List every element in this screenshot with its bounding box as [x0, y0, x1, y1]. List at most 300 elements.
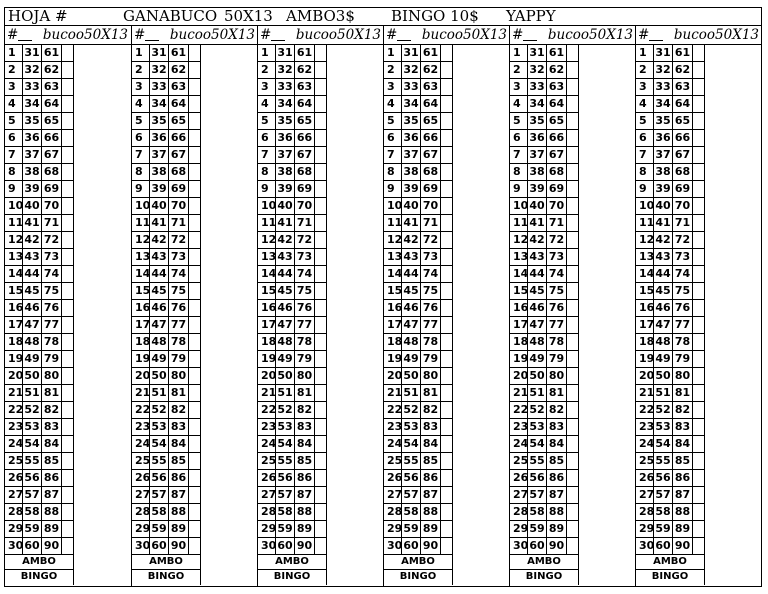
number-cell: 59 — [654, 521, 673, 538]
number-cell: 47 — [528, 317, 547, 334]
number-cell: 47 — [276, 317, 295, 334]
number-cell: 28 — [5, 504, 23, 521]
number-cell: 25 — [510, 453, 528, 470]
mark-cell — [567, 62, 579, 79]
number-cell: 61 — [42, 45, 62, 62]
number-cell: 58 — [23, 504, 42, 521]
mark-cell — [441, 453, 453, 470]
mark-cell — [567, 181, 579, 198]
number-cell: 17 — [132, 317, 150, 334]
number-cell: 10 — [636, 198, 654, 215]
number-cell: 57 — [528, 487, 547, 504]
number-cell: 33 — [402, 79, 421, 96]
number-cell: 18 — [258, 334, 276, 351]
mark-cell — [189, 300, 201, 317]
number-cell: 47 — [150, 317, 169, 334]
number-cell: 70 — [421, 198, 441, 215]
mark-cell — [62, 130, 74, 147]
number-cell: 70 — [295, 198, 315, 215]
number-cell: 57 — [402, 487, 421, 504]
mark-cell — [567, 453, 579, 470]
number-cell: 53 — [528, 419, 547, 436]
card-number-blank — [18, 40, 32, 41]
number-cell: 25 — [384, 453, 402, 470]
number-cell: 35 — [150, 113, 169, 130]
mark-cell — [315, 521, 327, 538]
number-cell: 3 — [132, 79, 150, 96]
number-cell: 52 — [402, 402, 421, 419]
mark-cell — [189, 249, 201, 266]
number-cell: 66 — [42, 130, 62, 147]
number-cell: 73 — [42, 249, 62, 266]
number-cell: 69 — [295, 181, 315, 198]
number-cell: 42 — [276, 232, 295, 249]
number-cell: 23 — [636, 419, 654, 436]
mark-cell — [693, 215, 705, 232]
number-cell: 28 — [384, 504, 402, 521]
bingo-card — [131, 26, 257, 587]
mark-cell — [567, 215, 579, 232]
mark-cell — [693, 45, 705, 62]
number-cell: 27 — [384, 487, 402, 504]
number-cell: 81 — [169, 385, 189, 402]
number-cell: 34 — [150, 96, 169, 113]
mark-cell — [693, 266, 705, 283]
mark-cell — [62, 147, 74, 164]
number-cell: 88 — [169, 504, 189, 521]
mark-cell — [441, 45, 453, 62]
number-cell: 63 — [673, 79, 693, 96]
number-cell: 13 — [132, 249, 150, 266]
card-number-label: # — [638, 27, 650, 43]
card-number-label: # — [260, 27, 272, 43]
mark-cell — [315, 436, 327, 453]
mark-cell — [567, 96, 579, 113]
number-cell: 39 — [402, 181, 421, 198]
number-cell: 54 — [23, 436, 42, 453]
number-cell: 1 — [636, 45, 654, 62]
bingo-card — [5, 26, 131, 587]
number-cell: 40 — [528, 198, 547, 215]
mark-cell — [693, 79, 705, 96]
number-cell: 6 — [636, 130, 654, 147]
number-cell: 50 — [402, 368, 421, 385]
number-cell: 11 — [636, 215, 654, 232]
number-cell: 16 — [384, 300, 402, 317]
number-cell: 72 — [295, 232, 315, 249]
mark-cell — [189, 283, 201, 300]
number-cell: 7 — [384, 147, 402, 164]
number-cell: 30 — [636, 538, 654, 555]
card-name: bucoo50X13 — [169, 27, 255, 43]
mark-cell — [441, 385, 453, 402]
number-cell: 57 — [654, 487, 673, 504]
number-cell: 43 — [528, 249, 547, 266]
number-cell: 68 — [673, 164, 693, 181]
number-cell: 89 — [421, 521, 441, 538]
number-cell: 87 — [42, 487, 62, 504]
number-cell: 52 — [23, 402, 42, 419]
number-cell: 13 — [384, 249, 402, 266]
number-cell: 88 — [547, 504, 567, 521]
number-cell: 27 — [258, 487, 276, 504]
number-cell: 22 — [636, 402, 654, 419]
number-cell: 25 — [636, 453, 654, 470]
mark-cell — [315, 317, 327, 334]
number-cell: 67 — [295, 147, 315, 164]
number-cell: 27 — [132, 487, 150, 504]
number-cell: 49 — [402, 351, 421, 368]
number-cell: 64 — [295, 96, 315, 113]
mark-cell — [441, 283, 453, 300]
number-cell: 45 — [276, 283, 295, 300]
number-cell: 12 — [636, 232, 654, 249]
number-cell: 20 — [510, 368, 528, 385]
number-cell: 25 — [132, 453, 150, 470]
number-cell: 76 — [42, 300, 62, 317]
ambo-label: AMBO — [384, 555, 453, 570]
number-cell: 15 — [258, 283, 276, 300]
number-cell: 74 — [547, 266, 567, 283]
number-cell: 65 — [169, 113, 189, 130]
number-cell: 19 — [5, 351, 23, 368]
card-header — [636, 26, 762, 45]
number-cell: 51 — [528, 385, 547, 402]
number-cell: 77 — [547, 317, 567, 334]
number-cell: 69 — [42, 181, 62, 198]
number-cell: 46 — [654, 300, 673, 317]
number-cell: 48 — [402, 334, 421, 351]
number-cell: 18 — [132, 334, 150, 351]
number-cell: 14 — [510, 266, 528, 283]
number-cell: 51 — [402, 385, 421, 402]
number-cell: 55 — [150, 453, 169, 470]
number-cell: 39 — [654, 181, 673, 198]
mark-cell — [315, 266, 327, 283]
number-cell: 15 — [5, 283, 23, 300]
mark-cell — [693, 96, 705, 113]
mark-cell — [62, 368, 74, 385]
mark-cell — [693, 232, 705, 249]
number-cell: 42 — [23, 232, 42, 249]
number-cell: 10 — [258, 198, 276, 215]
number-cell: 24 — [384, 436, 402, 453]
mark-cell — [62, 402, 74, 419]
number-cell: 31 — [23, 45, 42, 62]
number-cell: 81 — [42, 385, 62, 402]
number-cell: 65 — [295, 113, 315, 130]
number-cell: 75 — [673, 283, 693, 300]
card-name: bucoo50X13 — [547, 27, 633, 43]
number-cell: 32 — [23, 62, 42, 79]
number-cell: 75 — [169, 283, 189, 300]
number-cell: 60 — [150, 538, 169, 555]
number-cell: 90 — [169, 538, 189, 555]
number-cell: 39 — [150, 181, 169, 198]
number-cell: 55 — [23, 453, 42, 470]
number-cell: 44 — [276, 266, 295, 283]
number-cell: 35 — [654, 113, 673, 130]
number-cell: 40 — [23, 198, 42, 215]
card-header — [258, 26, 384, 45]
number-cell: 65 — [42, 113, 62, 130]
number-cell: 2 — [510, 62, 528, 79]
number-cell: 73 — [421, 249, 441, 266]
number-cell: 88 — [295, 504, 315, 521]
number-cell: 36 — [528, 130, 547, 147]
number-cell: 22 — [510, 402, 528, 419]
mark-cell — [441, 147, 453, 164]
mark-cell — [62, 266, 74, 283]
number-cell: 3 — [636, 79, 654, 96]
number-cell: 20 — [384, 368, 402, 385]
mark-cell — [693, 538, 705, 555]
number-cell: 77 — [421, 317, 441, 334]
number-cell: 52 — [654, 402, 673, 419]
mark-cell — [693, 130, 705, 147]
number-cell: 81 — [673, 385, 693, 402]
number-cell: 28 — [510, 504, 528, 521]
number-cell: 72 — [169, 232, 189, 249]
mark-cell — [62, 62, 74, 79]
number-cell: 56 — [402, 470, 421, 487]
number-cell: 72 — [673, 232, 693, 249]
number-cell: 18 — [384, 334, 402, 351]
number-cell: 68 — [547, 164, 567, 181]
bingo-sheet — [4, 7, 762, 587]
number-cell: 44 — [654, 266, 673, 283]
number-cell: 62 — [295, 62, 315, 79]
number-cell: 51 — [276, 385, 295, 402]
mark-cell — [62, 300, 74, 317]
number-cell: 47 — [23, 317, 42, 334]
bingo-card — [509, 26, 635, 587]
number-cell: 33 — [528, 79, 547, 96]
number-cell: 45 — [23, 283, 42, 300]
number-cell: 8 — [5, 164, 23, 181]
mark-cell — [315, 198, 327, 215]
mark-cell — [567, 45, 579, 62]
number-cell: 84 — [421, 436, 441, 453]
number-cell: 19 — [636, 351, 654, 368]
mark-cell — [693, 198, 705, 215]
number-cell: 74 — [169, 266, 189, 283]
number-cell: 46 — [528, 300, 547, 317]
number-cell: 53 — [23, 419, 42, 436]
number-cell: 21 — [384, 385, 402, 402]
number-cell: 32 — [150, 62, 169, 79]
mark-cell — [441, 232, 453, 249]
number-cell: 73 — [169, 249, 189, 266]
mark-cell — [693, 470, 705, 487]
number-cell: 18 — [5, 334, 23, 351]
number-cell: 9 — [132, 181, 150, 198]
bingo-label: BINGO — [5, 570, 74, 585]
number-cell: 56 — [23, 470, 42, 487]
mark-cell — [62, 521, 74, 538]
number-cell: 35 — [23, 113, 42, 130]
number-cell: 80 — [421, 368, 441, 385]
number-cell: 75 — [295, 283, 315, 300]
mark-cell — [567, 470, 579, 487]
number-cell: 63 — [169, 79, 189, 96]
number-cell: 76 — [673, 300, 693, 317]
number-cell: 40 — [654, 198, 673, 215]
number-cell: 23 — [384, 419, 402, 436]
number-cell: 54 — [528, 436, 547, 453]
number-cell: 20 — [636, 368, 654, 385]
number-cell: 79 — [673, 351, 693, 368]
number-cell: 41 — [23, 215, 42, 232]
mark-cell — [567, 317, 579, 334]
number-cell: 42 — [402, 232, 421, 249]
mark-cell — [315, 113, 327, 130]
mark-cell — [189, 351, 201, 368]
game-name: GANABUCO 50X13 — [123, 7, 273, 25]
number-cell: 64 — [169, 96, 189, 113]
number-cell: 25 — [258, 453, 276, 470]
number-cell: 59 — [150, 521, 169, 538]
number-cell: 15 — [132, 283, 150, 300]
number-cell: 76 — [169, 300, 189, 317]
number-cell: 58 — [654, 504, 673, 521]
mark-cell — [62, 453, 74, 470]
number-cell: 74 — [673, 266, 693, 283]
mark-cell — [189, 317, 201, 334]
number-cell: 37 — [654, 147, 673, 164]
mark-cell — [441, 181, 453, 198]
number-cell: 52 — [276, 402, 295, 419]
mark-cell — [567, 147, 579, 164]
mark-cell — [62, 181, 74, 198]
number-cell: 81 — [547, 385, 567, 402]
number-cell: 9 — [5, 181, 23, 198]
ambo-price: AMBO3$ — [286, 7, 355, 25]
number-cell: 69 — [169, 181, 189, 198]
mark-cell — [441, 266, 453, 283]
number-cell: 16 — [258, 300, 276, 317]
number-cell: 67 — [421, 147, 441, 164]
number-cell: 9 — [510, 181, 528, 198]
number-cell: 82 — [42, 402, 62, 419]
number-cell: 29 — [384, 521, 402, 538]
number-cell: 31 — [654, 45, 673, 62]
number-cell: 2 — [258, 62, 276, 79]
number-cell: 71 — [295, 215, 315, 232]
number-cell: 25 — [5, 453, 23, 470]
card-number-blank — [145, 40, 159, 41]
ambo-label: AMBO — [510, 555, 579, 570]
card-number-blank — [649, 40, 663, 41]
mark-cell — [315, 130, 327, 147]
number-cell: 83 — [673, 419, 693, 436]
number-cell: 75 — [421, 283, 441, 300]
number-cell: 7 — [132, 147, 150, 164]
number-cell: 13 — [258, 249, 276, 266]
number-cell: 11 — [384, 215, 402, 232]
number-cell: 4 — [384, 96, 402, 113]
number-cell: 58 — [528, 504, 547, 521]
mark-cell — [567, 436, 579, 453]
number-cell: 24 — [258, 436, 276, 453]
mark-cell — [189, 504, 201, 521]
card-name: bucoo50X13 — [295, 27, 381, 43]
number-cell: 36 — [150, 130, 169, 147]
number-cell: 61 — [547, 45, 567, 62]
number-cell: 71 — [421, 215, 441, 232]
number-cell: 62 — [169, 62, 189, 79]
number-cell: 30 — [510, 538, 528, 555]
number-cell: 70 — [673, 198, 693, 215]
mark-cell — [441, 113, 453, 130]
mark-cell — [189, 419, 201, 436]
number-cell: 34 — [528, 96, 547, 113]
number-cell: 39 — [276, 181, 295, 198]
number-cell: 48 — [23, 334, 42, 351]
number-cell: 33 — [276, 79, 295, 96]
number-cell: 50 — [150, 368, 169, 385]
number-cell: 46 — [23, 300, 42, 317]
mark-cell — [567, 198, 579, 215]
number-cell: 42 — [528, 232, 547, 249]
mark-cell — [693, 164, 705, 181]
mark-cell — [693, 334, 705, 351]
number-cell: 81 — [295, 385, 315, 402]
card-header — [132, 26, 258, 45]
number-cell: 89 — [42, 521, 62, 538]
number-cell: 43 — [23, 249, 42, 266]
number-cell: 17 — [384, 317, 402, 334]
number-cell: 84 — [547, 436, 567, 453]
number-cell: 11 — [5, 215, 23, 232]
mark-cell — [693, 487, 705, 504]
number-cell: 4 — [132, 96, 150, 113]
number-cell: 69 — [547, 181, 567, 198]
number-cell: 85 — [169, 453, 189, 470]
number-cell: 26 — [5, 470, 23, 487]
mark-cell — [567, 419, 579, 436]
card-name: bucoo50X13 — [42, 27, 128, 43]
mark-cell — [441, 215, 453, 232]
number-cell: 55 — [276, 453, 295, 470]
number-cell: 47 — [402, 317, 421, 334]
number-cell: 3 — [510, 79, 528, 96]
number-cell: 7 — [258, 147, 276, 164]
mark-cell — [441, 351, 453, 368]
number-cell: 38 — [276, 164, 295, 181]
number-cell: 53 — [150, 419, 169, 436]
mark-cell — [62, 504, 74, 521]
mark-cell — [62, 198, 74, 215]
number-cell: 19 — [384, 351, 402, 368]
number-cell: 86 — [42, 470, 62, 487]
number-cell: 40 — [402, 198, 421, 215]
number-cell: 26 — [636, 470, 654, 487]
mark-cell — [62, 538, 74, 555]
number-cell: 23 — [258, 419, 276, 436]
number-cell: 38 — [528, 164, 547, 181]
number-cell: 80 — [547, 368, 567, 385]
mark-cell — [189, 436, 201, 453]
mark-cell — [189, 45, 201, 62]
number-cell: 86 — [547, 470, 567, 487]
number-cell: 20 — [132, 368, 150, 385]
number-cell: 11 — [510, 215, 528, 232]
number-cell: 79 — [295, 351, 315, 368]
number-cell: 23 — [510, 419, 528, 436]
mark-cell — [315, 504, 327, 521]
number-cell: 67 — [547, 147, 567, 164]
